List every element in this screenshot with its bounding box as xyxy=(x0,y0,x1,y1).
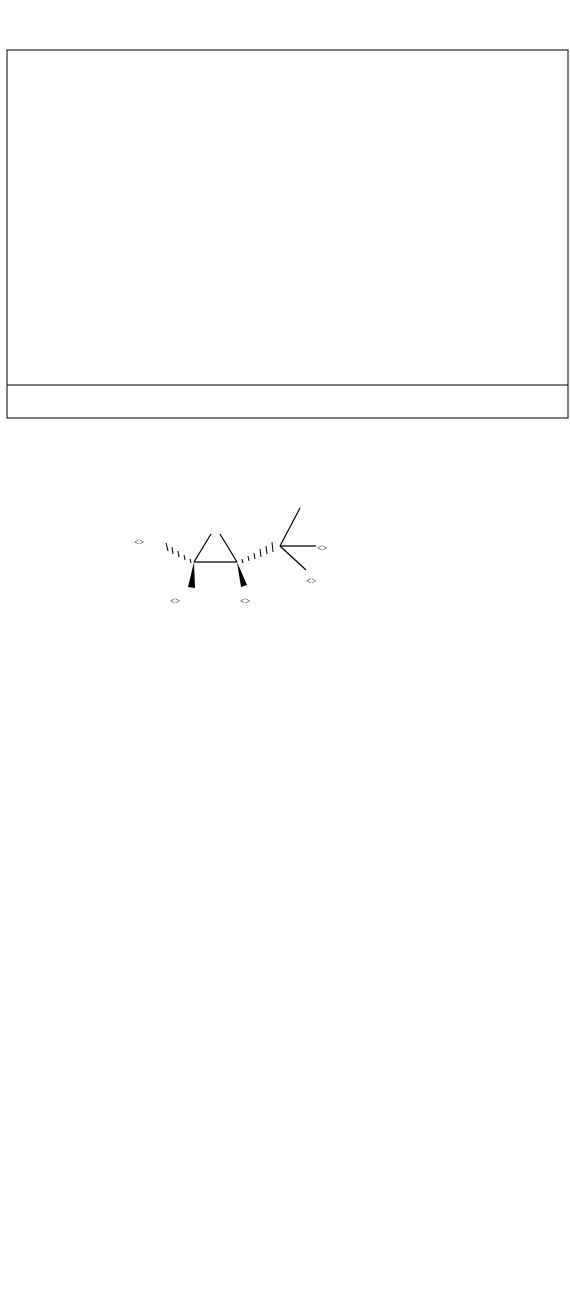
h-e-label: <> xyxy=(306,576,317,586)
molecule-structure xyxy=(120,490,380,610)
h-a-label: <> xyxy=(240,596,251,606)
h-c-label: <> xyxy=(134,537,145,547)
h-d-label: <> xyxy=(317,543,328,553)
nmr-spectrum-chart xyxy=(0,0,570,480)
plot-frame xyxy=(7,50,568,418)
h-b-label: <> xyxy=(170,596,181,606)
